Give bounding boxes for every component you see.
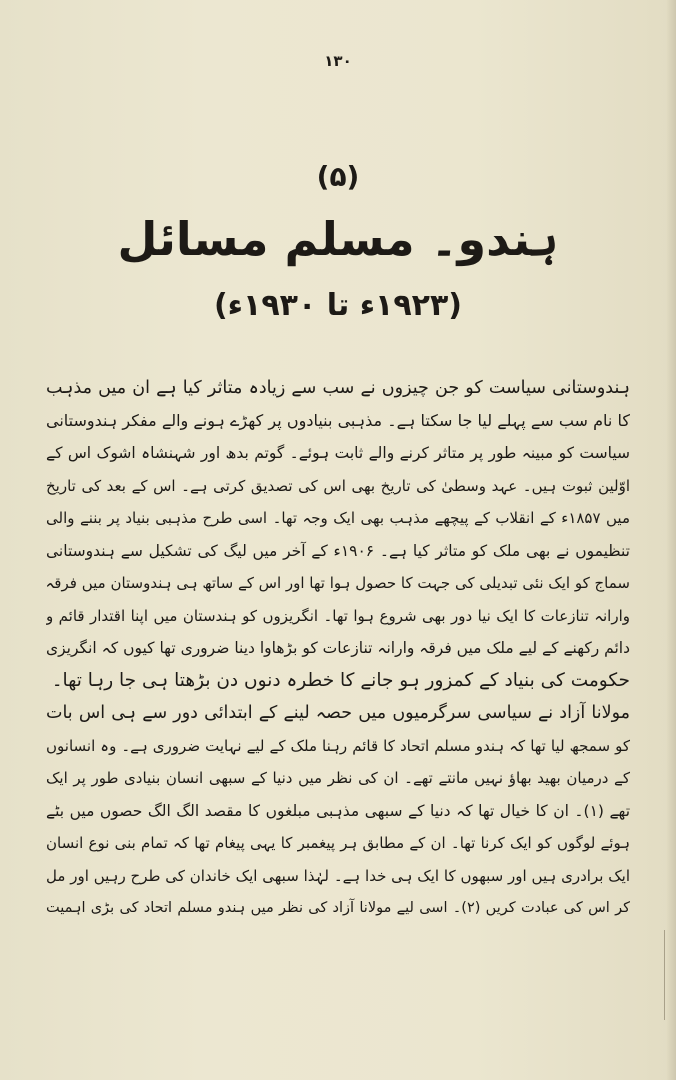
chapter-years: (۱۹۲۳ء تا ۱۹۳۰ء)	[213, 288, 463, 323]
text-line: تھے (۱)۔ ان کا خیال تھا کہ دنیا کے سبھی مذہبی مبلغوں کا مقصد الگ الگ حصوں میں بٹے	[46, 801, 630, 820]
text-line: سیاست کو مبینہ طور پر متاثر کرنے والے ثابت ہوئے۔ گوتم بدھ اور شہنشاہ اشوک اس کے	[46, 444, 630, 462]
text-line: کے درمیان بھید بھاؤ نہیں مانتے تھے۔ ان کی نظر میں دنیا کے سبھی انسان بنیادی طور پر ایک	[46, 769, 630, 787]
text-line: اوّلین ثبوت ہیں۔ عہد وسطیٰ کی تاریخ بھی اس کی تصدیق کرتی ہے۔ اس کے بعد کی تاریخ	[46, 476, 630, 495]
text-line: دائم رکھنے کے لیے ملک میں فرقہ وارانہ تنازعات کو بڑھاوا دینا ضروری تھا کیوں کہ انگریزی	[46, 639, 630, 657]
text-line: میں ۱۸۵۷ء کے انقلاب کے پیچھے مذہب بھی ایک وجہ تھا۔ اسی طرح مذہبی بنیاد پر بننے والی	[46, 509, 630, 527]
text-line: ہندوستانی سیاست کو جن چیزوں نے سب سے زیادہ متاثر کیا ہے ان میں مذہب	[46, 378, 630, 398]
text-line: کو سمجھ لیا تھا کہ ہندو مسلم اتحاد کا قائم رہنا ملک کے لیے نہایت ضروری ہے۔ وہ انسانوں	[46, 736, 630, 755]
text-line: کا نام سب سے پہلے لیا جا سکتا ہے۔ مذہبی بنیادوں پر کھڑے ہونے والے مفکر ہندوستانی	[46, 410, 630, 430]
page-number: ۱۳۰	[324, 52, 352, 70]
margin-mark	[664, 930, 665, 1020]
text-line: سماج کو ایک نئی تبدیلی کی جہت کا حصول ہوا تھا اور اس کے ساتھ ہی ہندوستان میں فرقہ	[46, 574, 630, 592]
text-line: حکومت کی بنیاد کے کمزور ہو جانے کا خطرہ دنوں دن بڑھتا ہی جا رہا تھا۔	[51, 669, 630, 691]
text-line: تنظیموں نے بھی ملک کو متاثر کیا ہے۔ ۱۹۰۶ء کے آخر میں لیگ کی تشکیل سے ہندوستانی	[46, 541, 630, 560]
chapter-number: (۵)	[316, 160, 360, 193]
text-line: وارانہ تنازعات کا ایک نیا دور بھی شروع ہوا تھا۔ انگریزوں کو ہندستان میں اپنا اقتدار قائم و	[46, 606, 630, 625]
chapter-title: ہندو۔ مسلم مسائل	[117, 212, 559, 266]
body-text	[46, 372, 630, 925]
text-line: مولانا آزاد نے سیاسی سرگرمیوں میں حصہ لینے کے ابتدائی دور سے ہی اس بات	[46, 703, 630, 723]
text-line: کر اس کی عبادت کریں (۲)۔ اسی لیے مولانا آزاد کی نظر میں ہندو مسلم اتحاد کی بڑی اہمیت	[46, 900, 630, 916]
text-line: ہوئے لوگوں کو ایک کرنا تھا۔ ان کے مطابق ہر پیغمبر کا یہی پیغام تھا کہ تمام بنی نوع انسان	[46, 834, 630, 852]
text-line: ایک برادری ہیں اور سبھوں کا ایک ہی خدا ہے۔ لہٰذا سبھی ایک خاندان کی طرح رہیں اور مل	[46, 866, 630, 885]
